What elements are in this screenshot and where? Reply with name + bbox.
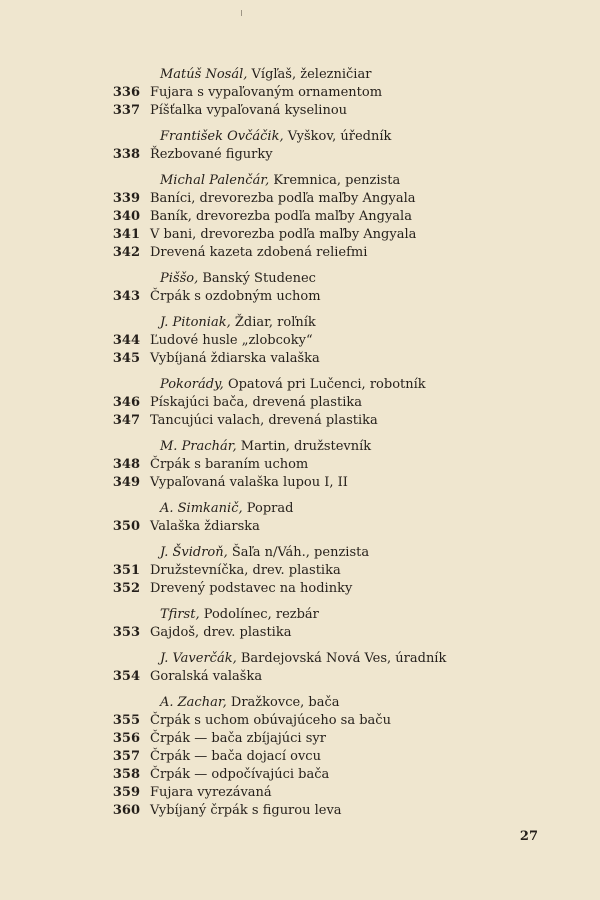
catalog-item — [0, 802, 600, 820]
exhibitor-name: Pokorády, — [160, 377, 224, 392]
item-title: Píšťalka vypaľovaná kyselinou — [150, 103, 348, 118]
item-title: Vypaľovaná valaška lupou I, II — [150, 475, 348, 490]
item-number: 357 — [112, 749, 140, 764]
exhibitor-group — [0, 314, 600, 368]
item-number: 338 — [112, 147, 140, 162]
item-number: 341 — [112, 227, 140, 242]
exhibitor-detail: Bardejovská Nová Ves, úradník — [240, 651, 447, 666]
exhibitor-heading — [160, 544, 600, 562]
catalog-item — [0, 712, 600, 730]
item-title: Goralská valaška — [150, 669, 263, 684]
exhibitor-heading — [160, 694, 600, 712]
catalog-item — [0, 562, 600, 580]
item-number: 336 — [112, 85, 140, 100]
catalog-item — [0, 518, 600, 536]
exhibitor-group — [0, 270, 600, 306]
page-number: 27 — [519, 829, 538, 844]
item-title: Vybíjaný črpák s figurou leva — [150, 803, 342, 818]
exhibitor-name: Michal Palenčár, — [160, 173, 270, 188]
item-number: 354 — [112, 669, 140, 684]
exhibitor-group — [0, 376, 600, 430]
exhibitor-detail: Vyškov, úředník — [287, 129, 392, 144]
item-title: Baník, drevorezba podľa maľby Angyala — [150, 209, 412, 224]
item-number: 351 — [112, 563, 140, 578]
exhibitor-name: A. Zachar, — [160, 695, 227, 710]
exhibitor-group — [0, 544, 600, 598]
catalog-item — [0, 288, 600, 306]
item-title: Tancujúci valach, drevená plastika — [150, 413, 378, 428]
item-number: 344 — [112, 333, 140, 348]
exhibitor-name: Matúš Nosál, — [160, 67, 248, 82]
exhibitor-heading — [160, 128, 600, 146]
item-number: 356 — [112, 731, 140, 746]
item-title: Fujara vyrezávaná — [150, 785, 272, 800]
exhibitor-detail: Vígľaš, železničiar — [251, 67, 372, 82]
exhibitor-group — [0, 128, 600, 164]
item-number: 350 — [112, 519, 140, 534]
exhibitor-heading — [160, 606, 600, 624]
exhibitor-detail: Banský Studenec — [202, 271, 316, 286]
exhibitor-heading — [160, 650, 600, 668]
item-number: 358 — [112, 767, 140, 782]
item-number: 355 — [112, 713, 140, 728]
catalog-item — [0, 748, 600, 766]
exhibitor-heading — [160, 314, 600, 332]
item-number: 348 — [112, 457, 140, 472]
item-number: 347 — [112, 413, 140, 428]
exhibitor-group — [0, 500, 600, 536]
catalog-item — [0, 350, 600, 368]
item-title: Črpák — bača zbíjajúci syr — [150, 731, 326, 746]
catalog-item — [0, 766, 600, 784]
exhibitor-detail: Dražkovce, bača — [230, 695, 340, 710]
catalog-item — [0, 208, 600, 226]
item-title: Črpák s ozdobným uchom — [150, 289, 321, 304]
catalog-item — [0, 190, 600, 208]
item-number: 342 — [112, 245, 140, 260]
catalog-item — [0, 456, 600, 474]
catalog-item — [0, 668, 600, 686]
exhibitor-detail: Poprad — [246, 501, 294, 516]
catalog-item — [0, 244, 600, 262]
exhibitor-group — [0, 438, 600, 492]
exhibitor-detail: Podolínec, rezbár — [203, 607, 319, 622]
exhibitor-heading — [160, 376, 600, 394]
exhibitor-name: A. Simkanič, — [160, 501, 243, 516]
exhibitor-name: J. Švidroň, — [160, 545, 228, 560]
item-title: Fujara s vypaľovaným ornamentom — [150, 85, 383, 100]
item-title: Pískajúci bača, drevená plastika — [150, 395, 362, 410]
exhibitor-name: J. Vaverčák, — [160, 651, 237, 666]
exhibitor-group — [0, 606, 600, 642]
item-title: Baníci, drevorezba podľa maľby Angyala — [150, 191, 416, 206]
item-number: 352 — [112, 581, 140, 596]
item-number: 340 — [112, 209, 140, 224]
item-number: 346 — [112, 395, 140, 410]
exhibitor-name: Tfirst, — [160, 607, 200, 622]
item-number: 359 — [112, 785, 140, 800]
item-title: Ľudové husle „zlobcoky“ — [150, 333, 313, 348]
exhibitor-name: Piššo, — [160, 271, 199, 286]
item-title: Črpák s baraním uchom — [150, 457, 309, 472]
item-title: Drevený podstavec na hodinky — [150, 581, 353, 596]
exhibitor-heading — [160, 270, 600, 288]
catalog-item — [0, 84, 600, 102]
exhibitor-heading — [160, 500, 600, 518]
exhibitor-heading — [160, 438, 600, 456]
exhibitor-group — [0, 650, 600, 686]
catalog-item — [0, 102, 600, 120]
item-title: Valaška ždiarska — [150, 519, 260, 534]
top-edge-mark — [241, 10, 242, 16]
catalog-item — [0, 226, 600, 244]
exhibitor-group — [0, 66, 600, 120]
catalog-item — [0, 624, 600, 642]
item-title: Gajdoš, drev. plastika — [150, 625, 292, 640]
exhibitor-heading — [160, 66, 600, 84]
item-number: 353 — [112, 625, 140, 640]
item-number: 339 — [112, 191, 140, 206]
catalog-item — [0, 580, 600, 598]
catalog-item — [0, 146, 600, 164]
item-number: 360 — [112, 803, 140, 818]
exhibitor-heading — [160, 172, 600, 190]
item-number: 337 — [112, 103, 140, 118]
exhibit-list — [0, 66, 600, 828]
item-title: Vybíjaná ždiarska valaška — [150, 351, 320, 366]
exhibitor-detail: Šaľa n/Váh., penzista — [231, 545, 370, 560]
exhibitor-name: J. Pitoniak, — [160, 315, 231, 330]
exhibitor-detail: Ždiar, roľník — [234, 315, 316, 330]
catalog-item — [0, 394, 600, 412]
item-title: Črpák — odpočívajúci bača — [150, 767, 330, 782]
catalog-item — [0, 784, 600, 802]
exhibitor-group — [0, 694, 600, 820]
catalog-item — [0, 412, 600, 430]
item-title: Črpák s uchom obúvajúceho sa baču — [150, 713, 391, 728]
exhibitor-name: M. Prachár, — [160, 439, 237, 454]
item-title: V bani, drevorezba podľa maľby Angyala — [150, 227, 417, 242]
item-number: 349 — [112, 475, 140, 490]
item-title: Družstevníčka, drev. plastika — [150, 563, 341, 578]
exhibitor-name: František Ovčáčik, — [160, 129, 284, 144]
catalog-item — [0, 730, 600, 748]
exhibitor-detail: Opatová pri Lučenci, robotník — [227, 377, 426, 392]
item-title: Drevená kazeta zdobená reliefmi — [150, 245, 368, 260]
exhibitor-group — [0, 172, 600, 262]
item-number: 343 — [112, 289, 140, 304]
item-title: Črpák — bača dojací ovcu — [150, 749, 321, 764]
item-number: 345 — [112, 351, 140, 366]
item-title: Řezbované figurky — [150, 147, 273, 162]
exhibitor-detail: Martin, družstevník — [240, 439, 372, 454]
catalog-item — [0, 474, 600, 492]
exhibitor-detail: Kremnica, penzista — [273, 173, 401, 188]
catalog-item — [0, 332, 600, 350]
